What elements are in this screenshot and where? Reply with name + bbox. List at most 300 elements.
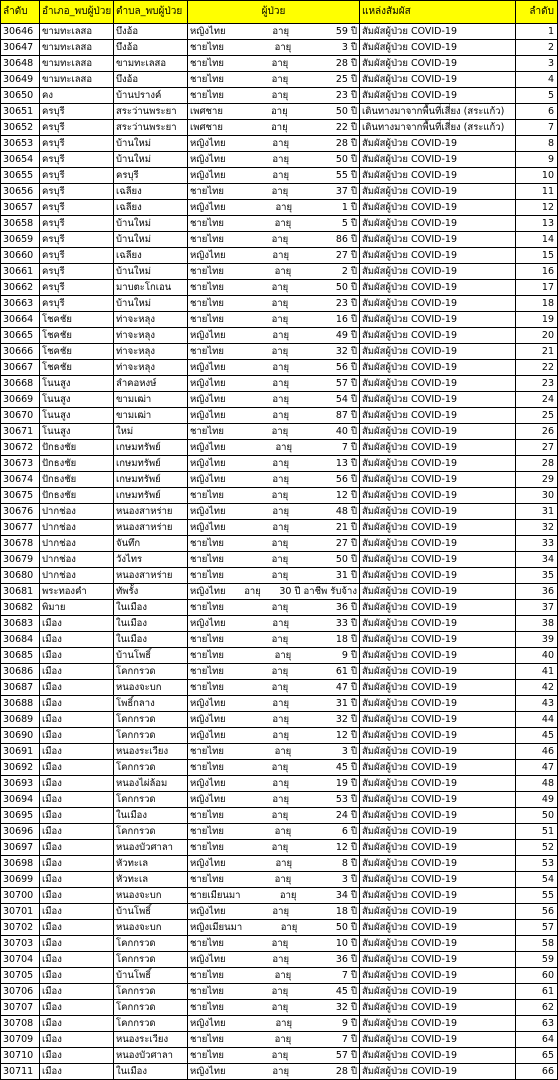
contact-source: สัมผัสผู้ป่วย COVID-19 <box>360 280 516 296</box>
subdistrict: บึงอ้อ <box>114 24 188 40</box>
district: ปักธงชัย <box>40 488 114 504</box>
table-row <box>1 856 558 872</box>
patient-gender: ชายไทย <box>190 73 224 85</box>
patient-gender: หญิงไทย <box>190 793 226 805</box>
patient-age: 86 ปี <box>335 233 357 245</box>
table-row <box>1 456 558 472</box>
case-id: 30704 <box>1 952 40 968</box>
table-row <box>1 328 558 344</box>
table-row <box>1 904 558 920</box>
contact-source: สัมผัสผู้ป่วย COVID-19 <box>360 264 516 280</box>
patient-age: 49 ปี <box>335 329 357 341</box>
patient-gender: หญิงไทย <box>190 249 226 261</box>
subdistrict: ในเมือง <box>114 616 188 632</box>
patient-age: 36 ปี <box>335 953 357 965</box>
row-seq: 64 <box>516 1032 558 1048</box>
patient-age: 45 ปี <box>335 985 357 997</box>
case-id: 30663 <box>1 296 40 312</box>
patient-gender: ชายไทย <box>190 345 224 357</box>
row-seq: 50 <box>516 808 558 824</box>
contact-source: สัมผัสผู้ป่วย COVID-19 <box>360 1064 516 1080</box>
contact-source: สัมผัสผู้ป่วย COVID-19 <box>360 40 516 56</box>
patient <box>188 392 360 408</box>
patient <box>188 456 360 472</box>
patient-age: 53 ปี <box>335 793 357 805</box>
district: ขามทะเลสอ <box>40 72 114 88</box>
table-row <box>1 824 558 840</box>
case-id: 30679 <box>1 552 40 568</box>
row-seq: 19 <box>516 312 558 328</box>
subdistrict: จันทึก <box>114 536 188 552</box>
table-row <box>1 536 558 552</box>
contact-source: สัมผัสผู้ป่วย COVID-19 <box>360 1000 516 1016</box>
table-row <box>1 72 558 88</box>
patient <box>188 568 360 584</box>
patient-gender: หญิงไทย <box>190 729 226 741</box>
district: ขามทะเลสอ <box>40 56 114 72</box>
patient-age-label: อายุ <box>271 665 289 677</box>
district: ครบุรี <box>40 200 114 216</box>
table-row <box>1 728 558 744</box>
subdistrict: ขามเฒ่า <box>114 392 188 408</box>
district: เมือง <box>40 696 114 712</box>
patient-gender: หญิงไทย <box>190 857 226 869</box>
patient-gender: ชายไทย <box>190 809 224 821</box>
patient-gender: หญิงไทย <box>190 329 226 341</box>
table-row <box>1 968 558 984</box>
row-seq: 31 <box>516 504 558 520</box>
patient-age: 32 ปี <box>335 345 357 357</box>
table-row <box>1 760 558 776</box>
subdistrict: วังไทร <box>114 552 188 568</box>
patient-age: 56 ปี <box>335 473 357 485</box>
patient-age-label: อายุ <box>271 345 289 357</box>
case-id: 30682 <box>1 600 40 616</box>
case-id: 30677 <box>1 520 40 536</box>
patient-age-label: อายุ <box>272 169 290 181</box>
case-id: 30689 <box>1 712 40 728</box>
table-row <box>1 296 558 312</box>
header-row <box>1 1 558 24</box>
contact-source: สัมผัสผู้ป่วย COVID-19 <box>360 472 516 488</box>
patient-age: 22 ปี <box>335 121 357 133</box>
patient <box>188 184 360 200</box>
patient-age: 50 ปี <box>335 105 357 117</box>
patient-gender: หญิงไทย <box>190 953 226 965</box>
row-seq: 36 <box>516 584 558 600</box>
patient-age-label: อายุ <box>272 713 290 725</box>
contact-source: สัมผัสผู้ป่วย COVID-19 <box>360 600 516 616</box>
patient <box>188 296 360 312</box>
district: ครบุรี <box>40 152 114 168</box>
district: เมือง <box>40 616 114 632</box>
district: ครบุรี <box>40 184 114 200</box>
patient-age-label: อายุ <box>272 137 290 149</box>
patient-age-label: อายุ <box>271 105 288 117</box>
subdistrict: ในเมือง <box>114 1064 188 1080</box>
patient-gender: ชายไทย <box>190 985 224 997</box>
subdistrict: โคกกรวด <box>114 824 188 840</box>
table-row <box>1 504 558 520</box>
case-id: 30709 <box>1 1032 40 1048</box>
case-id: 30661 <box>1 264 40 280</box>
patient <box>188 72 360 88</box>
district: โชคชัย <box>40 312 114 328</box>
case-id: 30668 <box>1 376 40 392</box>
patient-age: 21 ปี <box>335 521 357 533</box>
subdistrict: หัวทะเล <box>114 872 188 888</box>
district: ปักธงชัย <box>40 472 114 488</box>
row-seq: 5 <box>516 88 558 104</box>
row-seq: 47 <box>516 760 558 776</box>
row-seq: 30 <box>516 488 558 504</box>
patient-age-label: อายุ <box>275 201 293 213</box>
subdistrict: บ้านใหม่ <box>114 136 188 152</box>
table-row <box>1 184 558 200</box>
patient-age-label: อายุ <box>275 441 293 453</box>
patient-age-label: อายุ <box>271 569 289 581</box>
patient-age: 2 ปี <box>341 265 357 277</box>
patient-age: 10 ปี <box>335 937 357 949</box>
table-row <box>1 936 558 952</box>
row-seq: 27 <box>516 440 558 456</box>
case-id: 30676 <box>1 504 40 520</box>
patient-gender: หญิงไทย <box>190 457 226 469</box>
patient <box>188 200 360 216</box>
district: เมือง <box>40 888 114 904</box>
patient <box>188 168 360 184</box>
case-id: 30705 <box>1 968 40 984</box>
patient-age-label: อายุ <box>272 329 290 341</box>
row-seq: 37 <box>516 600 558 616</box>
patient-age: 50 ปี <box>335 921 357 933</box>
patient-age-label: อายุ <box>272 953 290 965</box>
patient <box>188 312 360 328</box>
contact-source: สัมผัสผู้ป่วย COVID-19 <box>360 520 516 536</box>
subdistrict: ท่าจะหลุง <box>114 312 188 328</box>
subdistrict: โคกกรวด <box>114 760 188 776</box>
case-id: 30651 <box>1 104 40 120</box>
district: เมือง <box>40 632 114 648</box>
patient <box>188 536 360 552</box>
table-row <box>1 104 558 120</box>
patient-age: 54 ปี <box>335 393 357 405</box>
patient-age: 28 ปี <box>335 57 357 69</box>
subdistrict: โคกกรวด <box>114 712 188 728</box>
patient-gender: หญิงไทย <box>190 505 226 517</box>
patient-gender: หญิงไทย <box>190 1017 226 1029</box>
row-seq: 23 <box>516 376 558 392</box>
subdistrict: หนองจะบก <box>114 888 188 904</box>
district: ครบุรี <box>40 136 114 152</box>
contact-source: สัมผัสผู้ป่วย COVID-19 <box>360 248 516 264</box>
row-seq: 18 <box>516 296 558 312</box>
patient-age-label: อายุ <box>271 553 289 565</box>
patient <box>188 856 360 872</box>
subdistrict: บ้านโพธิ์ <box>114 648 188 664</box>
patient <box>188 328 360 344</box>
row-seq: 3 <box>516 56 558 72</box>
patient <box>188 728 360 744</box>
contact-source: สัมผัสผู้ป่วย COVID-19 <box>360 744 516 760</box>
case-id: 30678 <box>1 536 40 552</box>
patient-age-label: อายุ <box>271 1001 289 1013</box>
patient <box>188 600 360 616</box>
patient <box>188 104 360 120</box>
patient-age-label: อายุ <box>272 361 290 373</box>
patient-gender: หญิงไทย <box>190 409 226 421</box>
patient-gender: ชายไทย <box>190 665 224 677</box>
row-seq: 38 <box>516 616 558 632</box>
case-id: 30691 <box>1 744 40 760</box>
patient-age: 27 ปี <box>335 537 357 549</box>
table-row <box>1 552 558 568</box>
patient-gender: หญิงไทย <box>190 713 226 725</box>
case-id: 30686 <box>1 664 40 680</box>
patient-age-label: อายุ <box>274 969 292 981</box>
row-seq: 39 <box>516 632 558 648</box>
patient <box>188 24 360 40</box>
patient-age: 13 ปี <box>335 457 357 469</box>
row-seq: 63 <box>516 1016 558 1032</box>
row-seq: 48 <box>516 776 558 792</box>
district: พิมาย <box>40 600 114 616</box>
patient-age: 23 ปี <box>335 297 357 309</box>
subdistrict: หนองระเวียง <box>114 1032 188 1048</box>
patient <box>188 616 360 632</box>
row-seq: 10 <box>516 168 558 184</box>
patient-age-label: อายุ <box>271 121 288 133</box>
case-id: 30666 <box>1 344 40 360</box>
patient-age: 23 ปี <box>335 89 357 101</box>
contact-source: สัมผัสผู้ป่วย COVID-19 <box>360 232 516 248</box>
district: เมือง <box>40 984 114 1000</box>
table-row <box>1 584 558 600</box>
table-row <box>1 40 558 56</box>
table-row <box>1 600 558 616</box>
patient-gender: หญิงไทย <box>190 137 226 149</box>
patient-age: 18 ปี <box>335 633 357 645</box>
row-seq: 33 <box>516 536 558 552</box>
contact-source: สัมผัสผู้ป่วย COVID-19 <box>360 408 516 424</box>
patient-age-label: อายุ <box>274 873 292 885</box>
subdistrict: เฉลียง <box>114 184 188 200</box>
header-district: อำเภอ_พบผู้ป่วย <box>40 1 114 24</box>
header-patient: ผู้ป่วย <box>188 1 360 24</box>
patient <box>188 488 360 504</box>
contact-source: สัมผัสผู้ป่วย COVID-19 <box>360 1032 516 1048</box>
patient <box>188 968 360 984</box>
table-row <box>1 808 558 824</box>
case-id: 30667 <box>1 360 40 376</box>
patient-age: 40 ปี <box>335 425 357 437</box>
patient-age: 28 ปี <box>335 137 357 149</box>
patient-age-label: อายุ <box>272 377 290 389</box>
row-seq: 60 <box>516 968 558 984</box>
district: เมือง <box>40 680 114 696</box>
contact-source: สัมผัสผู้ป่วย COVID-19 <box>360 24 516 40</box>
patient-age: 34 ปี <box>335 889 357 901</box>
district: ครบุรี <box>40 296 114 312</box>
subdistrict: บ้านใหม่ <box>114 232 188 248</box>
patient-gender: ชายไทย <box>190 217 224 229</box>
table-row <box>1 120 558 136</box>
patient <box>188 552 360 568</box>
district: โนนสูง <box>40 392 114 408</box>
contact-source: สัมผัสผู้ป่วย COVID-19 <box>360 424 516 440</box>
case-id: 30703 <box>1 936 40 952</box>
table-row <box>1 1064 558 1080</box>
subdistrict: หนองบัวศาลา <box>114 840 188 856</box>
patient <box>188 40 360 56</box>
case-id: 30707 <box>1 1000 40 1016</box>
contact-source: สัมผัสผู้ป่วย COVID-19 <box>360 536 516 552</box>
patient <box>188 936 360 952</box>
patient-gender: หญิงไทย <box>190 361 226 373</box>
subdistrict: ท่าจะหลุง <box>114 328 188 344</box>
subdistrict: โพธิ์กลาง <box>114 696 188 712</box>
district: ปากช่อง <box>40 568 114 584</box>
patient <box>188 888 360 904</box>
contact-source: สัมผัสผู้ป่วย COVID-19 <box>360 344 516 360</box>
row-seq: 57 <box>516 920 558 936</box>
table-row <box>1 440 558 456</box>
patient <box>188 984 360 1000</box>
table-row <box>1 392 558 408</box>
patient-gender: หญิงไทย <box>190 585 226 597</box>
table-row <box>1 168 558 184</box>
case-id: 30671 <box>1 424 40 440</box>
district: โชคชัย <box>40 344 114 360</box>
table-body <box>1 24 558 1080</box>
patient-age: 7 ปี <box>341 969 357 981</box>
table-row <box>1 472 558 488</box>
row-seq: 25 <box>516 408 558 424</box>
patient-age-label: อายุ <box>272 697 290 709</box>
subdistrict: บึงอ้อ <box>114 72 188 88</box>
contact-source: สัมผัสผู้ป่วย COVID-19 <box>360 936 516 952</box>
patient <box>188 584 360 600</box>
district: ครบุรี <box>40 248 114 264</box>
case-id: 30687 <box>1 680 40 696</box>
subdistrict: ท่าจะหลุง <box>114 360 188 376</box>
patient-age: 25 ปี <box>335 73 357 85</box>
patient-age-label: อายุ <box>271 1049 289 1061</box>
subdistrict: หัวทะเล <box>114 856 188 872</box>
row-seq: 66 <box>516 1064 558 1080</box>
case-id: 30648 <box>1 56 40 72</box>
case-id: 30710 <box>1 1048 40 1064</box>
district: เมือง <box>40 776 114 792</box>
patient-age-label: อายุ <box>271 633 289 645</box>
patient <box>188 504 360 520</box>
patient-gender: ชายไทย <box>190 281 224 293</box>
district: เมือง <box>40 904 114 920</box>
subdistrict: ท่าจะหลุง <box>114 344 188 360</box>
patient-gender: หญิงไทย <box>190 617 226 629</box>
patient-gender: หญิงไทย <box>190 377 226 389</box>
patient <box>188 344 360 360</box>
patient-gender: ชายไทย <box>190 681 224 693</box>
district: ปากช่อง <box>40 552 114 568</box>
patient-age: 37 ปี <box>335 185 357 197</box>
row-seq: 51 <box>516 824 558 840</box>
patient-gender: ชายไทย <box>190 425 224 437</box>
patient <box>188 1032 360 1048</box>
patient-age: 9 ปี <box>341 1017 357 1029</box>
patient-gender: หญิงไทย <box>190 905 226 917</box>
table-row <box>1 1016 558 1032</box>
row-seq: 59 <box>516 952 558 968</box>
patient <box>188 376 360 392</box>
patient-age-label: อายุ <box>244 585 261 597</box>
patient-gender: ชายไทย <box>190 297 224 309</box>
table-row <box>1 984 558 1000</box>
district: โนนสูง <box>40 424 114 440</box>
patient-age-label: อายุ <box>271 489 289 501</box>
district: เมือง <box>40 728 114 744</box>
row-seq: 15 <box>516 248 558 264</box>
row-seq: 21 <box>516 344 558 360</box>
subdistrict: ใหม่ <box>114 424 188 440</box>
contact-source: สัมผัสผู้ป่วย COVID-19 <box>360 712 516 728</box>
patient <box>188 216 360 232</box>
district: เมือง <box>40 1064 114 1080</box>
patient-gender: ชายไทย <box>190 89 224 101</box>
case-id: 30694 <box>1 792 40 808</box>
patient-age-label: อายุ <box>272 617 290 629</box>
patient-age-label: อายุ <box>272 473 290 485</box>
patient-age: 16 ปี <box>335 313 357 325</box>
patient-gender: ชายไทย <box>190 233 224 245</box>
header-subdistrict: ตำบล_พบผู้ป่วย <box>114 1 188 24</box>
table-row <box>1 136 558 152</box>
subdistrict: หนองจะบก <box>114 680 188 696</box>
table-row <box>1 520 558 536</box>
patient-age: 50 ปี <box>335 553 357 565</box>
patient-age-label: อายุ <box>272 905 290 917</box>
patient-gender: ชายไทย <box>190 1049 224 1061</box>
patient-gender: ชายไทย <box>190 841 224 853</box>
patient-age: 59 ปี <box>335 25 357 37</box>
patient-gender: ชายไทย <box>190 553 224 565</box>
patient-age-label: อายุ <box>271 73 289 85</box>
row-seq: 41 <box>516 664 558 680</box>
contact-source: สัมผัสผู้ป่วย COVID-19 <box>360 872 516 888</box>
patient <box>188 280 360 296</box>
contact-source: สัมผัสผู้ป่วย COVID-19 <box>360 568 516 584</box>
patient-age: 8 ปี <box>341 857 357 869</box>
patient-age-label: อายุ <box>271 233 289 245</box>
patient <box>188 776 360 792</box>
case-id: 30708 <box>1 1016 40 1032</box>
district: ครบุรี <box>40 280 114 296</box>
case-id: 30665 <box>1 328 40 344</box>
contact-source: สัมผัสผู้ป่วย COVID-19 <box>360 360 516 376</box>
case-id: 30654 <box>1 152 40 168</box>
subdistrict: บ้านโพธิ์ <box>114 904 188 920</box>
subdistrict: โคกกรวด <box>114 952 188 968</box>
patient-age-label: อายุ <box>272 25 290 37</box>
patient-age: 32 ปี <box>335 1001 357 1013</box>
table-row <box>1 1000 558 1016</box>
subdistrict: บ้านใหม่ <box>114 216 188 232</box>
subdistrict: โคกกรวด <box>114 984 188 1000</box>
patient <box>188 712 360 728</box>
table-row <box>1 664 558 680</box>
case-id: 30646 <box>1 24 40 40</box>
patient <box>188 1016 360 1032</box>
